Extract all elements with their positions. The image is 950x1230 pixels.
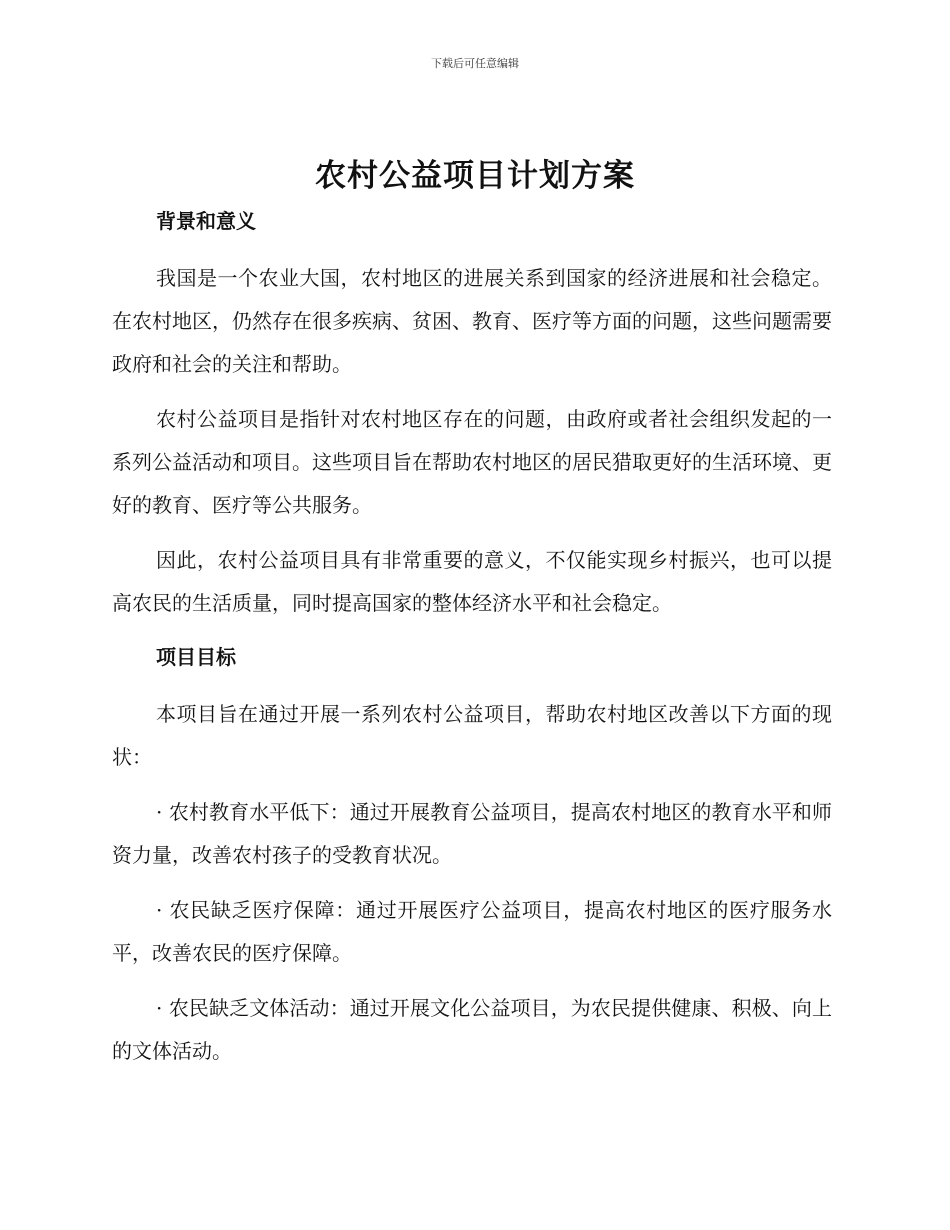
document-body bbox=[112, 205, 832, 1073]
bullet-paragraph: · 农民缺乏文体活动：通过开展文化公益项目，为农民提供健康、积极、向上的文体活动。 bbox=[112, 996, 832, 1063]
section-heading-goals: 项目目标 bbox=[156, 645, 236, 669]
paragraph: 因此，农村公益项目具有非常重要的意义，不仅能实现乡村振兴，也可以提高农民的生活质量，同时提高国家的整体经济水平和社会稳定。 bbox=[112, 548, 832, 615]
bullet-paragraph: · 农民缺乏医疗保障：通过开展医疗公益项目，提高农村地区的医疗服务水平，改善农民的医疗保障。 bbox=[112, 898, 832, 965]
paragraph: 本项目旨在通过开展一系列农村公益项目，帮助农村地区改善以下方面的现状： bbox=[112, 702, 832, 769]
paragraph: 我国是一个农业大国，农村地区的进展关系到国家的经济进展和社会稳定。在农村地区，仍然存在很多疾病、贫困、教育、医疗等方面的问题，这些问题需要政府和社会的关注和帮助。 bbox=[112, 266, 832, 376]
paragraph: 农村公益项目是指针对农村地区存在的问题，由政府或者社会组织发起的一系列公益活动和项目。这些项目旨在帮助农村地区的居民猎取更好的生活环境、更好的教育、医疗等公共服务。 bbox=[112, 407, 832, 517]
header-note: 下载后可任意编辑 bbox=[431, 57, 519, 70]
bullet-paragraph: · 农村教育水平低下：通过开展教育公益项目，提高农村地区的教育水平和师资力量，改善农村孩子的受教育状况。 bbox=[112, 800, 832, 867]
document-title: 农村公益项目计划方案 bbox=[315, 158, 635, 194]
section-heading-background: 背景和意义 bbox=[156, 209, 256, 233]
